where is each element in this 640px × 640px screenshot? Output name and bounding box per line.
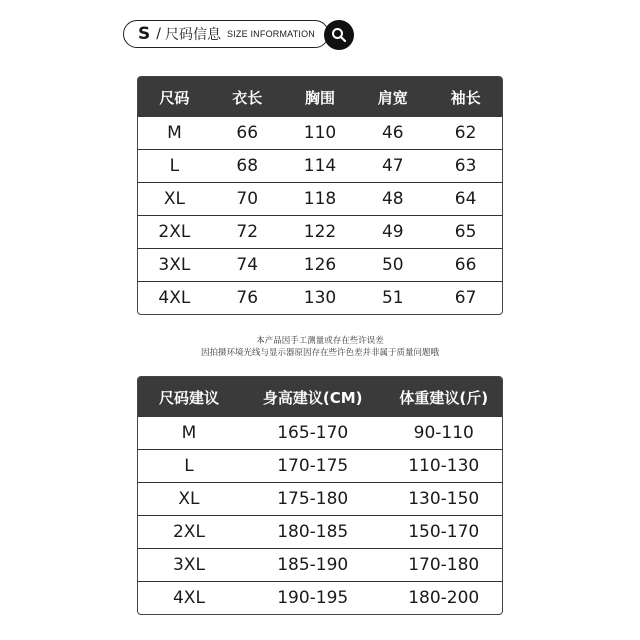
header-cell: 体重建议(斤) <box>399 388 489 407</box>
table-row <box>138 182 502 215</box>
table-cell: 67 <box>454 288 477 308</box>
note-line-1: 本产品因手工测量或存在些许误差 <box>256 336 384 346</box>
table-cell: 165-170 <box>277 423 349 443</box>
table-cell: XL <box>163 189 185 209</box>
table-row <box>138 548 502 581</box>
table-cell: 74 <box>236 255 259 275</box>
size-table-body <box>138 117 502 314</box>
size-table-header <box>138 77 502 117</box>
table-cell: 65 <box>454 222 477 242</box>
table-row <box>138 417 502 449</box>
table-row <box>138 215 502 248</box>
table-cell: 110-130 <box>408 456 480 476</box>
search-button[interactable] <box>324 20 354 50</box>
table-cell: 62 <box>454 123 477 143</box>
header-slash: / <box>156 26 161 42</box>
table-cell: 110 <box>303 123 337 143</box>
recommend-table-body <box>138 417 502 614</box>
table-cell: 170-175 <box>277 456 349 476</box>
table-row <box>138 482 502 515</box>
table-cell: M <box>167 123 182 143</box>
table-cell: XL <box>178 489 200 509</box>
table-cell: 72 <box>236 222 259 242</box>
table-cell: L <box>169 156 180 176</box>
table-row <box>138 281 502 314</box>
table-cell: 4XL <box>158 288 191 308</box>
table-cell: 76 <box>236 288 259 308</box>
table-cell: 130-150 <box>408 489 480 509</box>
table-cell: 3XL <box>172 555 205 575</box>
table-cell: 175-180 <box>277 489 349 509</box>
table-cell: 49 <box>381 222 404 242</box>
table-cell: 50 <box>381 255 404 275</box>
size-letter: S <box>138 24 151 44</box>
header-cell: 身高建议(CM) <box>262 388 363 407</box>
table-row <box>138 581 502 614</box>
table-cell: 190-195 <box>277 588 349 608</box>
table-cell: 66 <box>454 255 477 275</box>
table-cell: M <box>181 423 197 443</box>
recommend-table-header <box>138 377 502 417</box>
header-cell: 尺码 <box>159 88 190 107</box>
size-info-pill <box>123 20 329 48</box>
size-info-header <box>123 20 353 50</box>
table-cell: 122 <box>303 222 337 242</box>
header-cell: 尺码建议 <box>158 388 219 407</box>
table-cell: 2XL <box>172 522 205 542</box>
header-cell: 肩宽 <box>377 88 408 107</box>
header-title-cn: 尺码信息 <box>164 27 221 43</box>
table-cell: L <box>184 456 194 476</box>
table-cell: 68 <box>236 156 259 176</box>
table-row <box>138 149 502 182</box>
table-cell: 48 <box>381 189 404 209</box>
table-cell: 2XL <box>158 222 191 242</box>
size-table <box>137 76 503 315</box>
header-cell: 衣长 <box>232 88 263 107</box>
table-cell: 118 <box>303 189 337 209</box>
table-cell: 63 <box>454 156 477 176</box>
header-cell: 袖长 <box>450 88 481 107</box>
table-cell: 3XL <box>158 255 191 275</box>
table-cell: 170-180 <box>408 555 480 575</box>
table-cell: 180-185 <box>277 522 349 542</box>
table-cell: 180-200 <box>408 588 480 608</box>
table-cell: 150-170 <box>408 522 480 542</box>
table-cell: 70 <box>236 189 259 209</box>
table-row <box>138 248 502 281</box>
table-cell: 90-110 <box>413 423 474 443</box>
table-cell: 47 <box>381 156 404 176</box>
table-cell: 126 <box>303 255 337 275</box>
table-cell: 114 <box>303 156 337 176</box>
table-cell: 51 <box>381 288 404 308</box>
table-row <box>138 449 502 482</box>
table-row <box>138 515 502 548</box>
table-cell: 130 <box>303 288 337 308</box>
table-cell: 185-190 <box>277 555 349 575</box>
header-cell: 胸围 <box>304 88 335 107</box>
measurement-notes <box>0 335 640 359</box>
table-cell: 4XL <box>172 588 205 608</box>
table-row <box>138 117 502 149</box>
table-cell: 46 <box>381 123 404 143</box>
table-cell: 66 <box>236 123 259 143</box>
note-line-2: 因拍摄环境光线与显示器原因存在些许色差并非属于质量问题哦 <box>200 348 439 358</box>
size-recommendation-table <box>137 376 503 615</box>
search-icon <box>331 27 347 43</box>
table-cell: 64 <box>454 189 477 209</box>
header-title-en: SIZE INFORMATION <box>226 29 316 39</box>
